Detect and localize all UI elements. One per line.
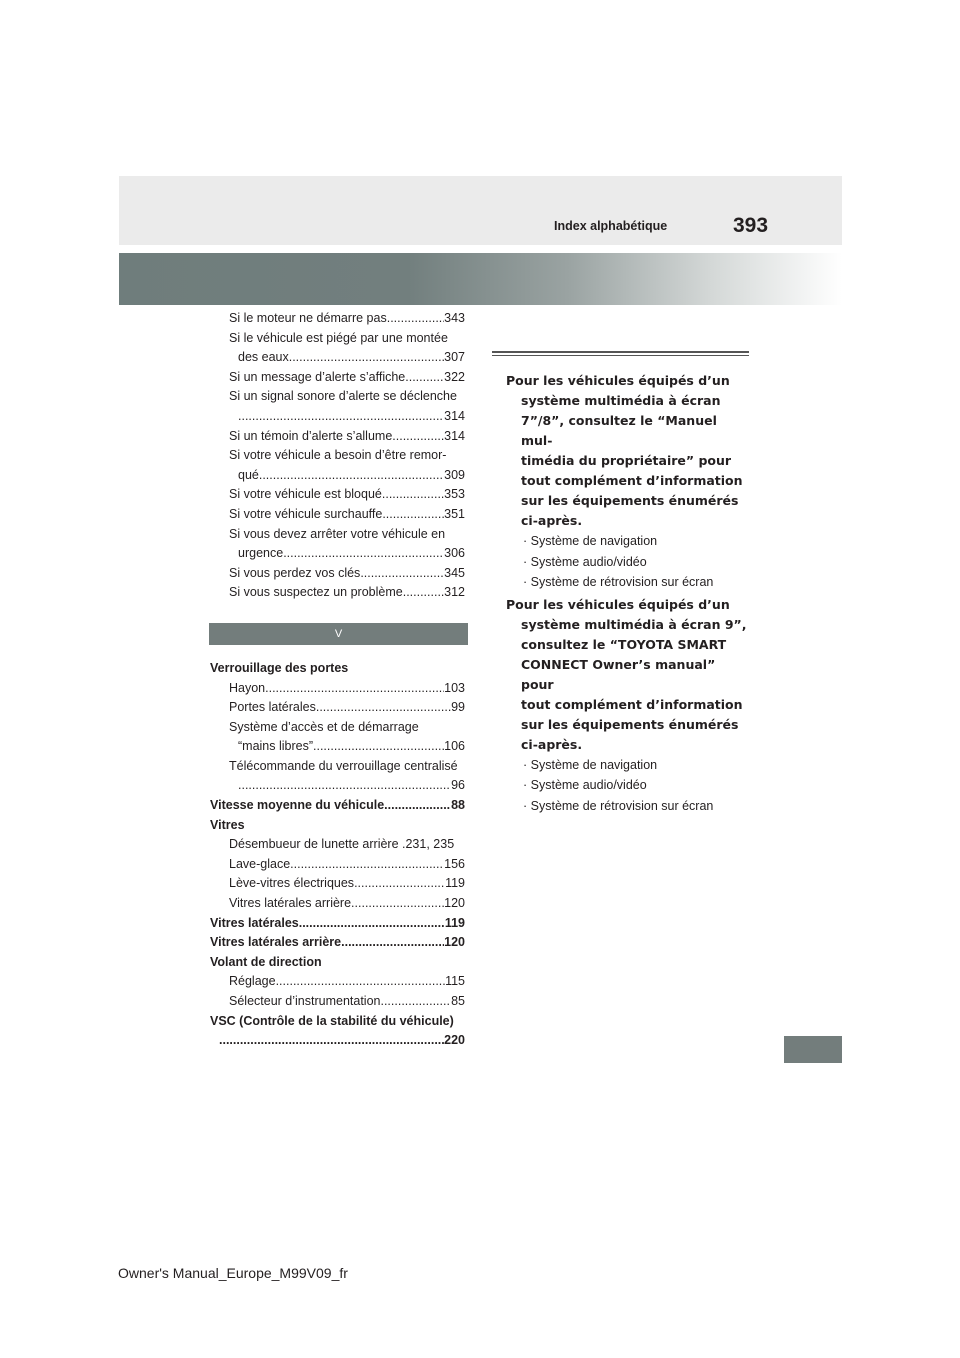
- index-entry: des eaux ..... 307: [210, 348, 465, 368]
- index-entry: ..... 96: [210, 776, 465, 796]
- bullet-item: · Système audio/vidéo: [523, 554, 647, 569]
- index-heading: Vitres: [210, 817, 245, 832]
- index-entry-line: Système d’accès et de démarrage: [229, 719, 419, 734]
- index-entry: Lave-glace ..... 156: [210, 855, 465, 875]
- index-entry: Si un message d’alerte s’affiche ..... 322: [210, 368, 465, 388]
- section-title: Index alphabétique: [554, 219, 668, 233]
- index-entry: Si votre véhicule surchauffe ..... 351: [210, 505, 465, 525]
- index-entry-line: Si le véhicule est piégé par une montée: [229, 330, 448, 345]
- note-right-column: [492, 351, 752, 817]
- bullet-item: · Système de rétrovision sur écran: [523, 798, 714, 813]
- index-entry: Hayon ..... 103: [210, 679, 465, 699]
- index-heading-entry: Vitres latérales ..... 119: [210, 914, 465, 934]
- index-entry-line: Si un signal sonore d’alerte se déclenche: [229, 389, 457, 404]
- bullet-item: · Système de navigation: [523, 757, 658, 772]
- index-entry-line: Désembueur de lunette arrière .231, 235: [229, 837, 455, 852]
- index-heading: Verrouillage des portes: [210, 660, 349, 675]
- note-multimedia-9: Pour les véhicules équipés d’un système multimédia à écran 9”, consultez le “TOYOTA SMART CONNECT Owner’s manual” pour tout complément d’information sur les équipements énumérés ci-après.: [506, 596, 747, 752]
- index-entry: qué ..... 309: [210, 466, 465, 486]
- index-left-column: [210, 309, 465, 1051]
- index-entry: Réglage ..... 115: [210, 972, 465, 992]
- index-entry: Vitres latérales arrière ..... 120: [210, 894, 465, 914]
- index-heading-entry: Vitesse moyenne du véhicule ..... 88: [210, 796, 465, 816]
- index-entry: Sélecteur d’instrumentation ..... 85: [210, 992, 465, 1012]
- index-heading-entry: Vitres latérales arrière ..... 120: [210, 933, 465, 953]
- index-entry-line: Si votre véhicule a besoin d’être remor-: [229, 448, 447, 463]
- index-entry: ..... 314: [210, 407, 465, 427]
- index-entry: Lève-vitres électriques ..... 119: [210, 874, 465, 894]
- index-entry: Si votre véhicule est bloqué ..... 353: [210, 485, 465, 505]
- index-entry: urgence ..... 306: [210, 544, 465, 564]
- index-heading: VSC (Contrôle de la stabilité du véhicule): [210, 1013, 454, 1028]
- bullet-item: · Système audio/vidéo: [523, 778, 647, 793]
- index-entry: Si vous suspectez un problème ..... 312: [210, 583, 465, 603]
- index-entry: “mains libres” ..... 106: [210, 737, 465, 757]
- index-letter-bar: V: [209, 623, 468, 645]
- header-gradient-band: [119, 253, 842, 305]
- page-number: 393: [733, 214, 769, 237]
- bullet-item: · Système de rétrovision sur écran: [523, 575, 714, 590]
- index-entry: Si le moteur ne démarre pas ..... 343: [210, 309, 465, 329]
- note-multimedia-7-8: Pour les véhicules équipés d’un système multimédia à écran 7”/8”, consultez le “Manuel mul- timédia du propriétaire” pour tout complément d’information sur les équipements énumérés ci-après.: [506, 373, 743, 528]
- index-entry-line: Télécommande du verrouillage centralisé: [229, 758, 458, 773]
- index-heading: Volant de direction: [210, 954, 322, 969]
- index-entry: Si un témoin d’alerte s’allume ..... 314: [210, 427, 465, 447]
- index-heading-entry: ..... 220: [210, 1031, 465, 1051]
- index-entry-line: Si vous devez arrêter votre véhicule en: [229, 526, 446, 541]
- chapter-thumb-tab: [784, 1036, 842, 1063]
- double-rule-divider: [492, 351, 749, 359]
- bullet-item: · Système de navigation: [523, 534, 658, 548]
- index-entry: Si vous perdez vos clés ..... 345: [210, 564, 465, 584]
- index-entry: Portes latérales ..... 99: [210, 698, 465, 718]
- footer-text: Owner's Manual_Europe_M99V09_fr: [118, 1265, 348, 1281]
